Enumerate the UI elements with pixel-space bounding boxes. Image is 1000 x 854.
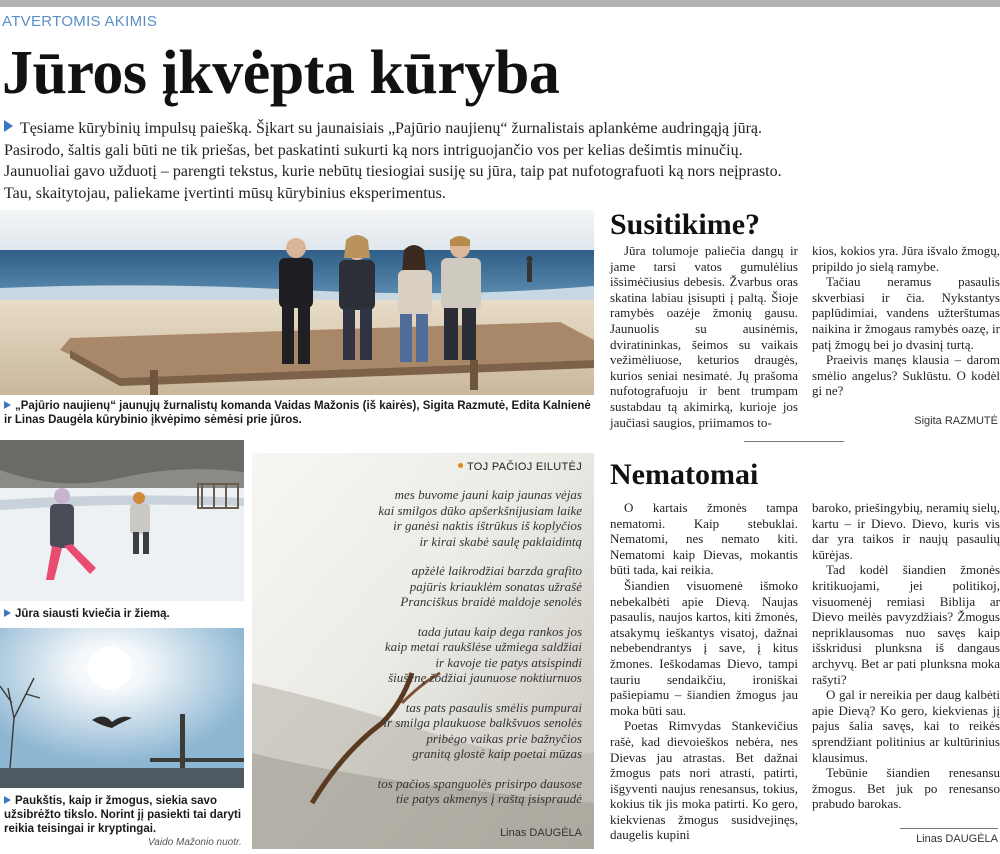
bird-sun-photo — [0, 628, 244, 788]
intro-text: Tęsiame kūrybinių impulsų paiešką. Šįkart su jaunaisiais „Pajūrio naujienų“ žurnalistais aplankėme audringąją jūrą. Pasirodo, šaltis gali būti ne tik priešas, bet paskatinti sukurti ką nors intriguojančio vos per kelias dešimtis minučių. Jaunuoliai gavo užduotį – parengti tekstus, kurie nebūtų tiesiogiai susiję su jūra, taip pat nufotografuoti ką nors neįprasto. Tau, skaitytojau, paliekame įvertinti mūsų kūrybinius eksperimentus. — [4, 120, 782, 202]
poem-stanza — [378, 776, 582, 807]
poem-line: tada jutau kaip dega rankos jos — [417, 623, 582, 639]
winter-photo — [0, 440, 244, 601]
article1-column-1 — [610, 243, 798, 430]
poem-stanza — [378, 563, 582, 610]
article1-byline: Sigita RAZMUTĖ — [914, 415, 998, 427]
article1-title: Susitikime? — [610, 208, 761, 241]
paragraph: O gal ir nereikia per daug kalbėti apie Dievą? Ko gero, kiekvienas jį pajus šalia savęs, kai to reikės sprendžiant politinius ar kultūrinius klausimus. — [812, 687, 1000, 765]
article1-column-2 — [812, 243, 1000, 399]
section-label: ATVERTOMIS AKIMIS — [2, 13, 158, 30]
bird-caption-text: Paukštis, kaip ir žmogus, siekia savo užsibrėžto tikslo. Norint jį pasiekti tai daryti reikia teisingai ir kryptingai. — [4, 795, 242, 835]
paragraph: Tebūnie šiandien renesansu žmogus. Bet juk po renesanso prabudo barokas. — [812, 765, 1000, 812]
paragraph: Poetas Rimvydas Stankevičius rašė, kad dievoieškos nebėra, nes Dievas jau atrastas. Bet dažnai žmogus pats nori atrasti, patirti, išgyventi naujus renesansus, tokius, kokius tik jis moka patirti. Ko gero, kiekvienas žmogus susidvejinęs, daugelis kupini — [610, 718, 798, 843]
photo-credit: Vaido Mažonio nuotr. — [148, 837, 242, 848]
winter-caption — [4, 607, 244, 621]
poem-line: tie patys akmenys į raštą įsispraudė — [396, 791, 582, 806]
divider-line — [744, 441, 844, 442]
poem-line: ir kirai skabė saulę paklaidintą — [419, 533, 582, 549]
bird-caption — [4, 794, 244, 836]
main-photo — [0, 210, 594, 395]
poem-line: kaip metai raukšlėse užmiega saldžiai — [384, 639, 582, 654]
paragraph: Šiandien visuomenė išmoko nebekalbėti apie Dievą. Naujas pasaulis, naujos kartos, kiti žmonės, atsakymų ieškantys visatoj, dažnai nebebendrantys į save, į kitus žmones. Ieškodamas Dievo, tampi tauriu sendaikčiu, ironiškai pašiepiamu – šiandien žmogus jau moka būti sau. — [610, 577, 798, 718]
poem-line: pajūris kriauklėm sonatas užrašė — [409, 578, 582, 594]
bullet-icon — [458, 463, 463, 468]
paragraph: Praeivis manęs klausia – darom smėlio angelus? Suklūstu. O kodėl gi ne? — [812, 352, 1000, 399]
poem-box — [252, 453, 594, 849]
article2-column-1 — [610, 500, 798, 843]
poem-line: kai smilgos dūko apšerkšnijusiam laike — [378, 502, 582, 518]
winter-caption-text: Jūra siausti kviečia ir žiemą. — [15, 608, 170, 620]
intro-paragraph — [4, 118, 794, 204]
paragraph: Tačiau neramus pasaulis skverbiasi ir čia. Nykstantys paplūdimiai, vandens užterštumas naikina ir žmogaus ramybės oazę, ir patį žmogų bei jo dvasinį turtą. — [812, 274, 1000, 352]
caption-arrow-icon — [4, 401, 11, 409]
poem-line: tas pats pasaulis smėlis pumpurai — [405, 699, 582, 715]
poem-line: Pranciškus braidė maldoje senolės — [400, 594, 582, 609]
poem-label-text: TOJ PAČIOJ EILUTĖJ — [466, 461, 582, 473]
children-snow-photo — [0, 440, 244, 601]
poem-stanza — [378, 624, 582, 686]
poem-line: pribėgo vaikas prie bažnyčios — [426, 730, 582, 746]
paragraph: O kartais žmonės tampa nematomi. Kaip stebuklai. Nematomi, nes nemato kiti. Nematomi kaip Dievas, mokantis būti tada, kai reikia. — [610, 500, 798, 578]
poem-text — [378, 487, 582, 821]
poem-line: mes buvome jauni kaip jaunas vėjas — [394, 487, 582, 502]
article2-column-2 — [812, 500, 1000, 812]
poem-line: ir kavoje tie patys atsispindi — [435, 654, 582, 670]
caption-arrow-icon — [4, 609, 11, 617]
main-caption-text: „Pajūrio naujienų“ jaunųjų žurnalistų komanda Vaidas Mažonis (iš kairės), Sigita Razmutė, Edita Kalnienė ir Linas Daugėla kūrybinio įkvėpimo sėmėsi prie jūros. — [4, 400, 591, 426]
poem-stanza — [378, 487, 582, 549]
beach-group-photo — [0, 210, 594, 395]
paragraph: baroko, priešingybių, neramių sielų, kartu – ir Dievo. Dievo, kuris vis dar yra taikos ir naujų pasaulių kūrėjas. — [812, 500, 1000, 562]
poem-line: ir smilga plaukuose balkšvuos senolės — [383, 715, 582, 730]
poem-stanza — [378, 700, 582, 762]
article2-byline: Linas DAUGĖLA — [916, 833, 998, 845]
poem-label — [458, 461, 582, 473]
poem-line: apžėlė laikrodžiai barzda grafito — [411, 563, 582, 578]
poem-line: tos pačios spanguolės prisirpo dausose — [377, 775, 582, 791]
main-photo-caption — [4, 399, 594, 427]
headline: Jūros įkvėpta kūryba — [2, 39, 560, 107]
paragraph: Tad kodėl šiandien žmonės kritikuojami, jei politikoj, visuomenėj remiasi Biblija ar Dievo meilės pavyzdžiais? Žmogus nepriklausomas nuo savęs kaip išskridusi plunksna iš dangaus archyvų. Bet ar pati plunksna moka rašyti? — [812, 562, 1000, 687]
paragraph: kios, kokios yra. Jūra išvalo žmogų, pripildo jo sielą ramybe. — [812, 243, 1000, 274]
top-bar — [0, 0, 1000, 7]
divider-line — [900, 828, 998, 829]
poem-line: šiušenę žodžiai jaunuose noktiurnuos — [388, 670, 582, 685]
article2-title: Nematomai — [610, 458, 759, 491]
bird-photo — [0, 628, 244, 788]
poem-line: ir ganėsi naktis ištrūkus iš koplyčios — [393, 518, 582, 533]
paragraph: Jūra tolumoje paliečia dangų ir jame tarsi vatos gumulėlius išsimėčiusius debesis. Žvarbus oras skatina labiau įsisupti į paltą. Šioje ramybės oazėje žmonių gausu. Jaunuolis su ausinėmis, dviratininkas, šeimos su vaikais vežimėliuose, keturios draugės, kurios seniai nesimatė. Jų prašoma nufotografuoju ir bent trumpam sustabdau tą akimirką, kurioje jos jaučiasi saugios, priimamos to- — [610, 243, 798, 430]
arrow-icon — [4, 120, 13, 132]
caption-arrow-icon — [4, 796, 11, 804]
poem-line: granitą glostė kaip poetai mūzas — [412, 746, 582, 761]
poem-byline: Linas DAUGĖLA — [500, 827, 582, 839]
